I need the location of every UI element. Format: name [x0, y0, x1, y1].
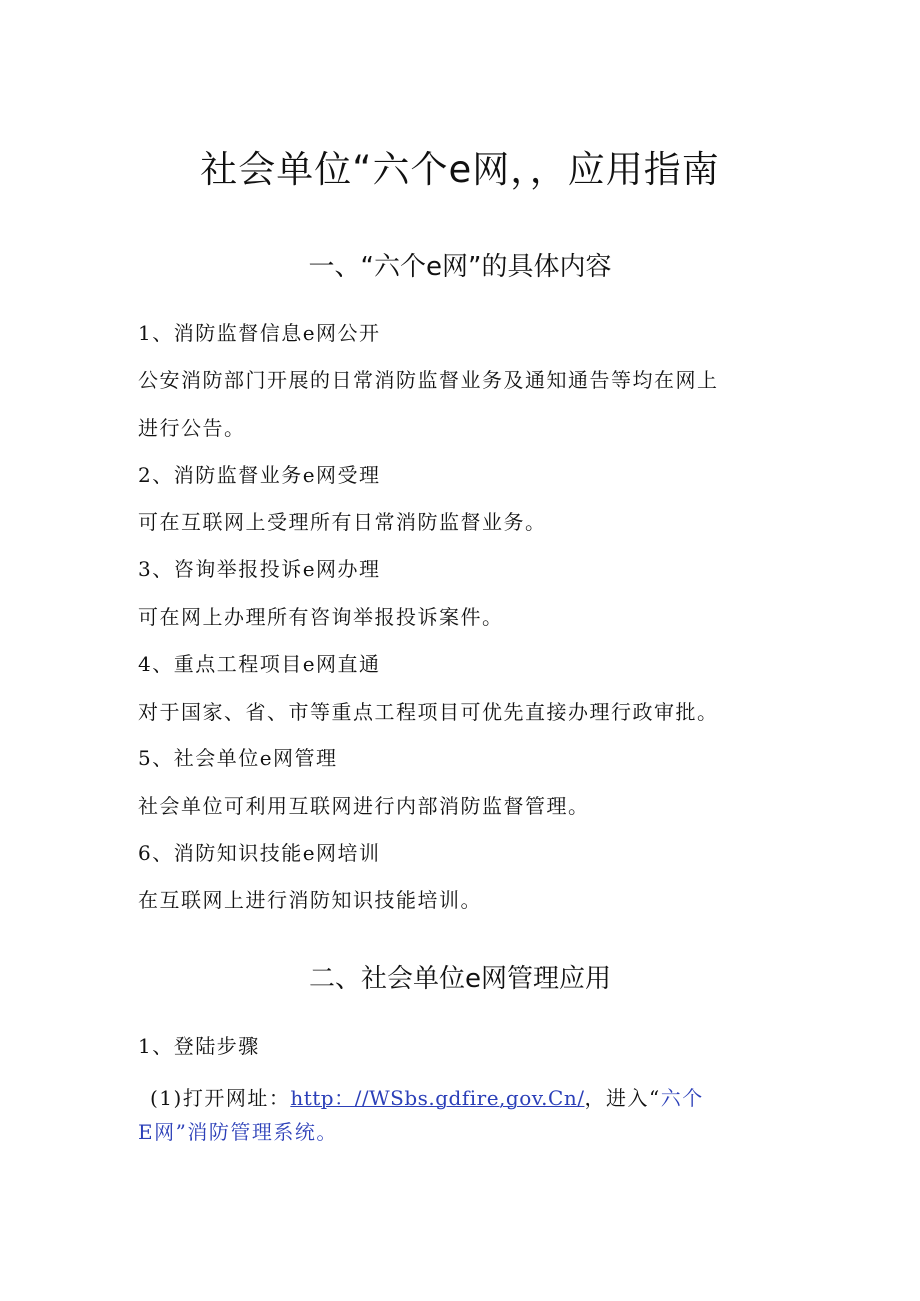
- section-heading-management: 二、社会单位e网管理应用: [309, 964, 611, 994]
- item-desc-6: 在互联网上进行消防知识技能培训。: [138, 888, 482, 912]
- item-desc-2: 可在互联网上受理所有日常消防监督业务。: [138, 510, 547, 534]
- section-heading-content: 一、“六个e网”的具体内容: [308, 252, 612, 282]
- step-middle-text: ，进入“: [584, 1086, 661, 1110]
- item-desc-4: 对于国家、省、市等重点工程项目可优先直接办理行政审批。: [138, 700, 719, 724]
- item-title-3: 3、咨询举报投诉e网办理: [138, 557, 381, 581]
- item-desc-3: 可在网上办理所有咨询举报投诉案件。: [138, 605, 504, 629]
- step-instruction-line2: E网”消防管理系统。: [138, 1120, 338, 1144]
- step-instruction-line1: [150, 1083, 810, 1113]
- item-desc-1-line2: 进行公告。: [138, 416, 246, 440]
- item-desc-1-line1: 公安消防部门开展的日常消防监督业务及通知通告等均在网上: [138, 368, 719, 392]
- page-title: 社会单位“六个e网，，应用指南: [200, 148, 720, 191]
- item-title-4: 4、重点工程项目e网直通: [138, 652, 381, 676]
- item-title-6: 6、消防知识技能e网培训: [138, 841, 381, 865]
- item-title-1: 1、消防监督信息e网公开: [138, 321, 381, 345]
- step-title-login: 1、登陆步骤: [138, 1034, 260, 1058]
- item-title-5: 5、社会单位e网管理: [138, 746, 338, 770]
- item-desc-5: 社会单位可利用互联网进行内部消防监督管理。: [138, 794, 590, 818]
- step-highlight-text: 六个: [660, 1086, 704, 1110]
- item-title-2: 2、消防监督业务e网受理: [138, 463, 381, 487]
- step-prefix: (1)打开网址：: [150, 1086, 291, 1110]
- website-link[interactable]: http：//WSbs.gdfire,gov.Cn/: [290, 1086, 585, 1110]
